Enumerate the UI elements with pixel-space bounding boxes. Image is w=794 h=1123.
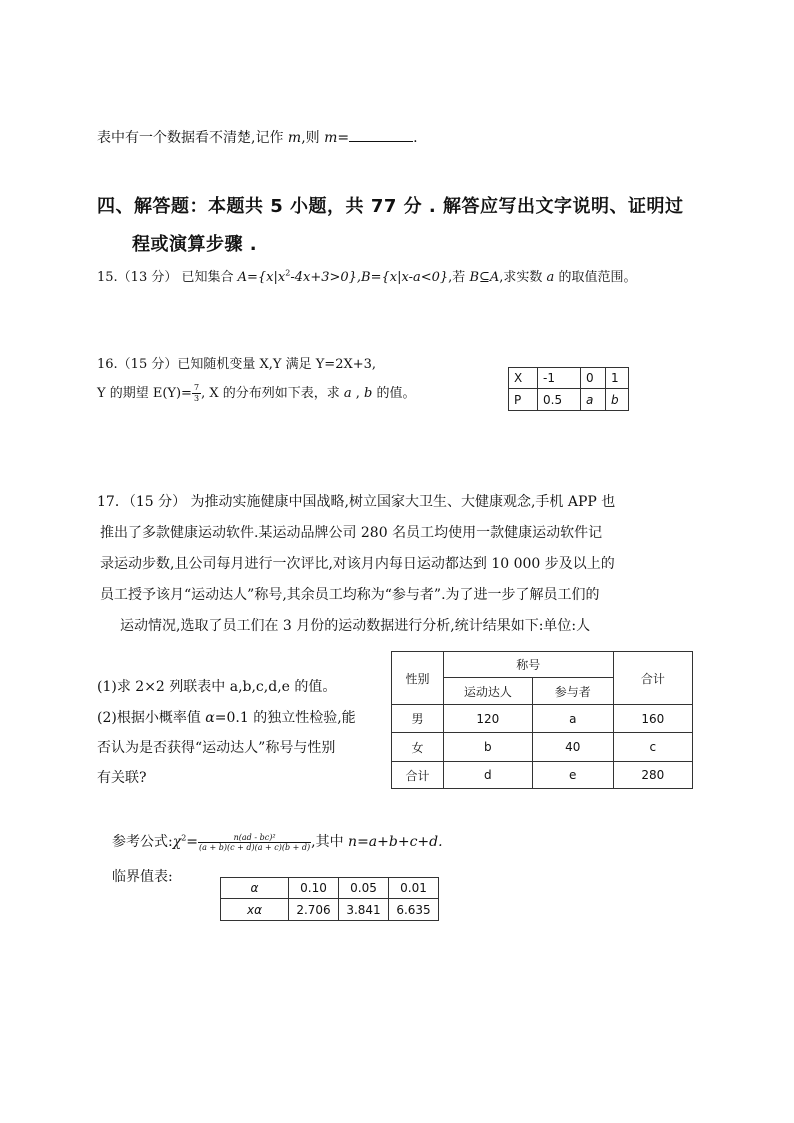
var-m: m [287,130,302,146]
dist-cell: P [509,389,538,411]
chi-square-fraction [198,833,311,852]
critical-value-label: 临界值表: [112,869,173,885]
alpha-symbol: α [205,710,215,726]
formula-tail: ,其中 [311,834,349,850]
dist-cell: -1 [538,368,581,389]
header-star: 运动达人 [443,678,532,705]
crit-cell: 6.635 [389,899,439,921]
q15-suffix: ,求实数 [499,270,547,285]
q16-var-a: a [343,386,352,401]
crit-cell: 0.01 [389,878,439,899]
formula-denominator: (a + b)(c + d)(a + c)(b + d) [199,842,311,852]
fill-text-a: 表中有一个数据看不清楚,记作 [97,130,288,146]
chi-sup: 2 [181,833,187,843]
table-cell: 120 [443,705,532,733]
crit-cell: 2.706 [289,899,339,921]
q15-set-a: A={x|x [237,270,286,285]
crit-cell: α [221,878,289,899]
dist-cell: 0.5 [538,389,581,411]
crit-cell: xα [221,899,289,921]
period: . [413,130,418,146]
formula-numerator: n(ad - bc)² [198,833,311,843]
q17-line1: 17．（15 分） 为推动实施健康中国战略,树立国家大卫生、大健康观念,手机 APP 也 [97,494,616,510]
q15-set-a-rest: -4x+3>0} [290,270,357,285]
q17-sub2-a: (2)根据小概率值 [97,710,206,726]
table-cell: 280 [613,762,692,789]
header-participant: 参与者 [532,678,613,705]
section-heading-line2: 程或演算步骤 . [132,234,258,255]
q16-sep: , [351,386,365,401]
q17-sub2-b: =0.1 的独立性检验,能 [214,710,356,726]
crit-cell: 3.841 [339,899,389,921]
header-total: 合计 [613,652,692,705]
dist-cell: X [509,368,538,389]
table-cell: 女 [392,733,444,762]
q17-sub2-line3: 有关联? [97,770,147,786]
frac-num: 7 [193,383,200,392]
q15-var-a: a [546,270,555,285]
q16-var-b: b [364,386,373,401]
contingency-table [391,651,693,789]
q15-subset: B⊆A [469,270,500,285]
table-cell: a [532,705,613,733]
equals: = [337,130,350,146]
frac-den: 3 [193,394,200,403]
table-cell: b [443,733,532,762]
fill-text-b: ,则 [301,130,325,146]
distribution-table [508,367,629,411]
q15-mid: ,若 [448,270,470,285]
q15-set-b: ,B={x|x-a<0} [356,270,449,285]
header-gender: 性别 [392,652,444,705]
q17-line2: 推出了多款健康运动软件.某运动品牌公司 280 名员工均使用一款健康运动软件记 [100,525,603,541]
var-m-2: m [324,130,338,146]
question-15 [97,266,636,285]
section-heading-line1: 四、解答题：本题共 5 小题，共 77 分 . 解答应写出文字说明、证明过 [97,196,684,217]
dist-cell: 1 [606,368,629,389]
dist-cell: 0 [581,368,606,389]
chi-symbol: χ [172,834,182,850]
formula-eq: = [186,834,199,850]
q15-end: 的取值范围。 [554,270,637,285]
q16-line2 [97,382,416,404]
q15-sup: 2 [285,268,291,278]
answer-blank [349,129,413,142]
q17-line5: 运动情况,选取了员工们在 3 月份的运动数据进行分析,统计结果如下:单位:人 [120,618,591,634]
q17-sub1: (1)求 2×2 列联表中 a,b,c,d,e 的值。 [97,679,337,695]
q16-text-b: , X 的分布列如下表，求 [201,386,344,401]
crit-cell: 0.10 [289,878,339,899]
q17-sub2-line1 [97,707,356,727]
q17-sub2-line2: 否认为是否获得“运动达人”称号与性别 [97,740,336,756]
table-cell: 合计 [392,762,444,789]
table-cell: 40 [532,733,613,762]
q15-prefix: 15.（13 分） 已知集合 [97,270,238,285]
header-title: 称号 [443,652,613,678]
table-cell: e [532,762,613,789]
q16-text-c: 的值。 [372,386,416,401]
critical-value-table [220,877,439,921]
dist-cell: b [606,389,629,411]
crit-cell: 0.05 [339,878,389,899]
formula-label: 参考公式: [112,834,173,850]
table-cell: 160 [613,705,692,733]
reference-formula [112,831,443,852]
n-definition: n=a+b+c+d. [348,834,443,850]
table-cell: c [613,733,692,762]
q16-line1: 16.（15 分）已知随机变量 X,Y 满足 Y=2X+3, [97,357,377,372]
q16-text-a: Y 的期望 E(Y)= [97,386,192,401]
table-cell: d [443,762,532,789]
dist-cell: a [581,389,606,411]
fraction-7-3 [192,383,201,404]
q17-line4: 员工授予该月“运动达人”称号,其余员工均称为“参与者”.为了进一步了解员工们的 [100,587,600,603]
table-cell: 男 [392,705,444,733]
fill-blank-line [97,127,418,147]
q17-line3: 录运动步数,且公司每月进行一次评比,对该月内每日运动都达到 10 000 步及以上的 [100,556,615,572]
